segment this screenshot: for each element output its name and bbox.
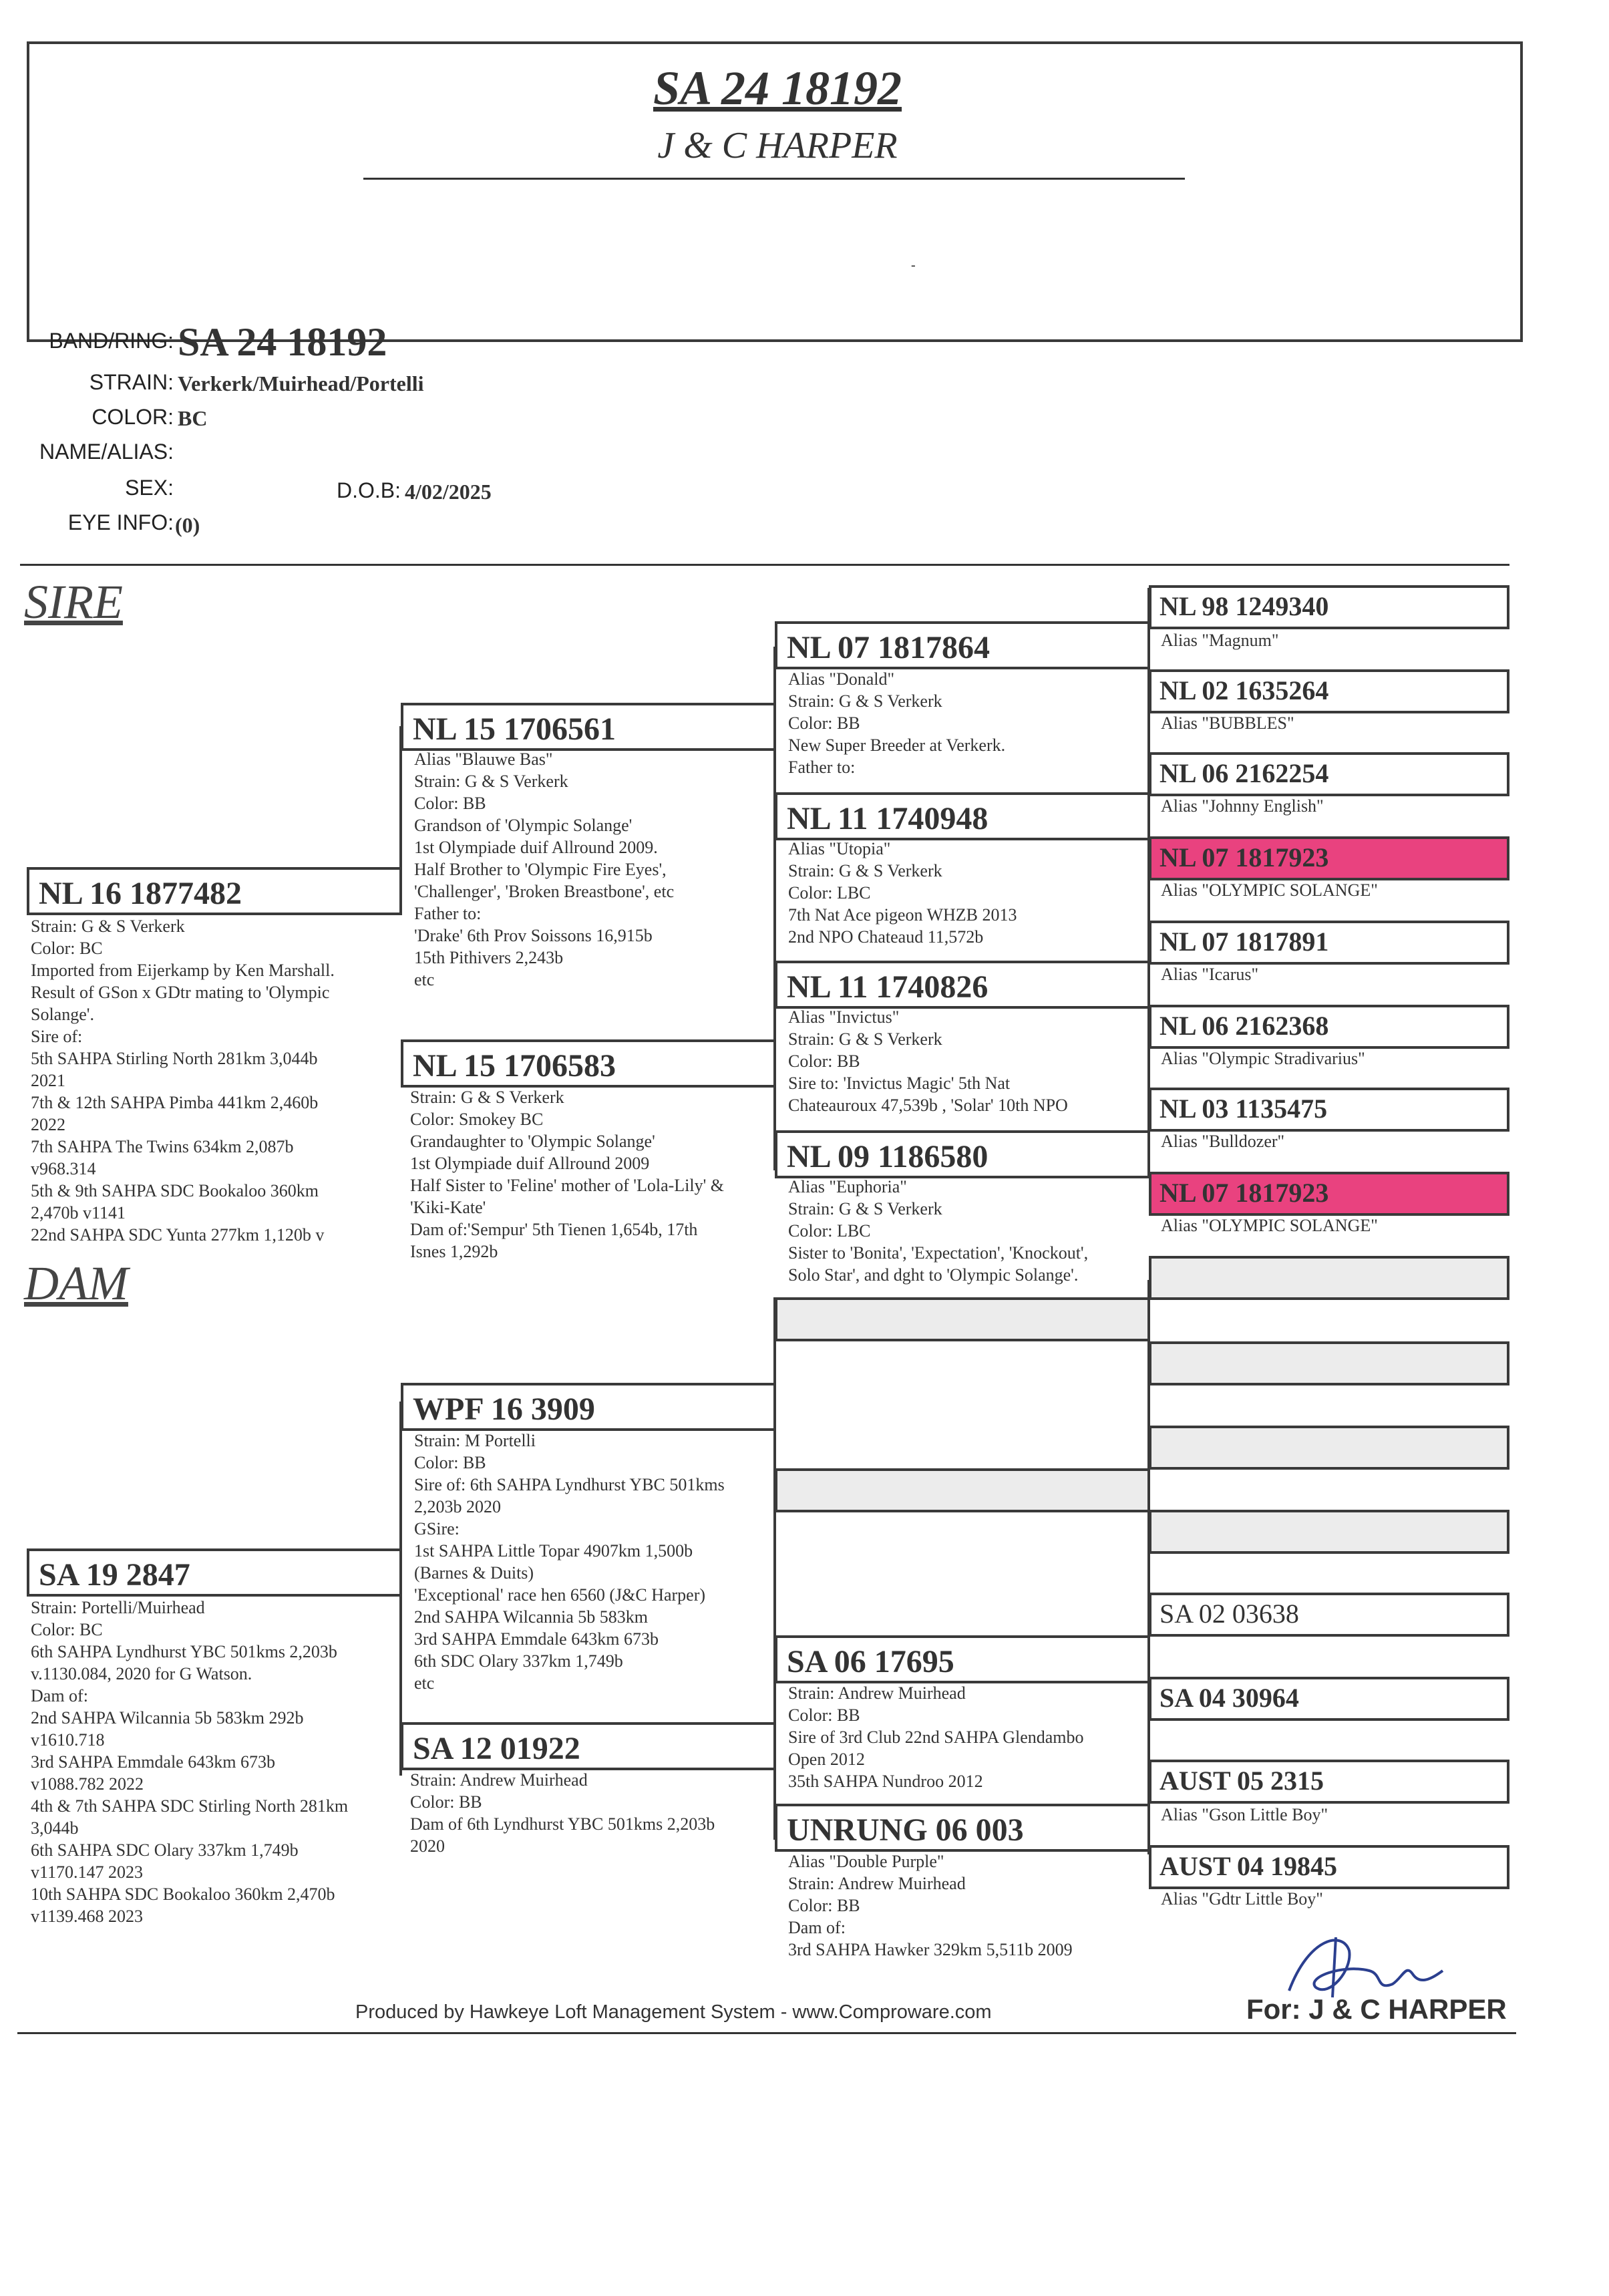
- header-mark: -: [911, 258, 916, 273]
- gen4-box-6: NL 06 2162368: [1149, 1005, 1509, 1049]
- color-label: COLOR:: [92, 405, 174, 429]
- sss-info: Alias "Donald" Strain: G & S Verkerk Color: BB New Super Breeder at Verkerk. Father to:: [788, 669, 1006, 777]
- gen4-alias-4: Alias "OLYMPIC SOLANGE": [1161, 880, 1378, 900]
- band-value: SA 24 18192: [178, 320, 387, 364]
- dds-info: Strain: Andrew Muirhead Color: BB Sire of 3rd Club 22nd SAHPA Glendambo Open 2012 35th SAHPA Nundroo 2012: [788, 1683, 1084, 1791]
- header-box: [27, 41, 1523, 342]
- gen4-dam-box-4: AUST 04 19845: [1149, 1845, 1509, 1889]
- gen4-alias-6: Alias "Olympic Stradivarius": [1161, 1049, 1365, 1068]
- dsd-empty-box: [775, 1468, 1150, 1512]
- ss-info: Alias "Blauwe Bas" Strain: G & S Verkerk Color: BB Grandson of 'Olympic Solange' 1st Olympiade duif Allround 2009. Half Brother to 'Olympic Fire Eyes', 'Challenger', 'Broken Breastbone', etc Father to: 'Drake' 6th Prov Soissons 16,915b 15th Pithivers 2,243b etc: [414, 750, 675, 989]
- dam-info: Strain: Portelli/Muirhead Color: BC 6th SAHPA Lyndhurst YBC 501kms 2,203b v.1130.084, 2020 for G Watson. Dam of: 2nd SAHPA Wilcannia 5b 583km 292b v1610.718 3rd SAHPA Emmdale 643km 673b v1088.782 2022 4th & 7th SAHPA SDC Stirling North 281km 3,044b 6th SAHPA SDC Olary 337km 1,749b v1170.147 2023 10th SAHPA SDC Bookaloo 360km 2,470b v1139.468 2023: [31, 1598, 349, 1926]
- sds-band-box: NL 11 1740826: [775, 961, 1150, 1009]
- name-label: NAME/ALIAS:: [39, 440, 174, 464]
- dss-empty-box: [775, 1297, 1150, 1341]
- ddd-band-box: UNRUNG 06 003: [775, 1804, 1150, 1852]
- gen4-empty-4: [1149, 1510, 1509, 1554]
- gen4-box-1: NL 98 1249340: [1149, 585, 1509, 629]
- header-owner: J & C HARPER: [657, 125, 898, 166]
- dob-value: 4/02/2025: [405, 480, 492, 504]
- dam-band-box: SA 19 2847: [27, 1548, 402, 1597]
- sss-band-box: NL 07 1817864: [775, 621, 1150, 669]
- eye-value: (0): [175, 513, 200, 537]
- gen4-alias-8: Alias "OLYMPIC SOLANGE": [1161, 1216, 1378, 1235]
- gen4-dam-box-1: SA 02 03638: [1149, 1593, 1509, 1637]
- dd-band-box: SA 12 01922: [401, 1722, 776, 1770]
- dob-label: D.O.B:: [336, 478, 401, 502]
- ds-info: Strain: M Portelli Color: BB Sire of: 6th SAHPA Lyndhurst YBC 501kms 2,203b 2020 GSire: 1st SAHPA Little Topar 4907km 1,500b (Barnes & Duits) 'Exceptional' race hen 6560 (J&C Harper) 2nd SAHPA Wilcannia 5b 583km 3rd SAHPA Emmdale 643km 673b 6th SDC Olary 337km 1,749b etc: [414, 1431, 725, 1693]
- gen4-box-4: NL 07 1817923: [1149, 836, 1509, 880]
- footer-produced: Produced by Hawkeye Loft Management System - www.Comproware.com: [355, 2001, 992, 2023]
- gen4-box-7: NL 03 1135475: [1149, 1088, 1509, 1132]
- strain-label: STRAIN:: [89, 370, 174, 394]
- sd-info: Strain: G & S Verkerk Color: Smokey BC Grandaughter to 'Olympic Solange' 1st Olympiade duif Allround 2009 Half Sister to 'Feline' mother of 'Lola-Lily' & 'Kiki-Kate' Dam of:'Sempur' 5th Tienen 1,654b, 17th Isnes 1,292b: [410, 1088, 725, 1261]
- ds-band-box: WPF 16 3909: [401, 1383, 776, 1431]
- dd-info: Strain: Andrew Muirhead Color: BB Dam of 6th Lyndhurst YBC 501kms 2,203b 2020: [410, 1770, 715, 1856]
- footer-for: For: J & C HARPER: [1246, 1993, 1507, 2025]
- gen4-alias-2: Alias "BUBBLES": [1161, 713, 1294, 733]
- sdd-info: Alias "Euphoria" Strain: G & S Verkerk Color: LBC Sister to 'Bonita', 'Expectation', 'Knockout', Solo Star', and dght to 'Olympic Solange'.: [788, 1177, 1089, 1285]
- gen4-box-8: NL 07 1817923: [1149, 1172, 1509, 1216]
- sds-info: Alias "Invictus" Strain: G & S Verkerk Color: BB Sire to: 'Invictus Magic' 5th Nat Chateauroux 47,539b , 'Solar' 10th NPO: [788, 1007, 1068, 1115]
- gen4-alias-5: Alias "Icarus": [1161, 965, 1259, 984]
- gen4-box-3: NL 06 2162254: [1149, 752, 1509, 796]
- gen4-dam-alias-3: Alias "Gson Little Boy": [1161, 1805, 1328, 1824]
- ssd-info: Alias "Utopia" Strain: G & S Verkerk Color: LBC 7th Nat Ace pigeon WHZB 2013 2nd NPO Chateaud 11,572b: [788, 839, 1017, 947]
- ss-band-box: NL 15 1706561: [401, 703, 776, 751]
- dam-section-title: DAM: [24, 1257, 128, 1310]
- color-value: BC: [178, 406, 208, 430]
- header-divider: [363, 178, 1185, 180]
- gen4-empty-3: [1149, 1426, 1509, 1470]
- sdd-band-box: NL 09 1186580: [775, 1130, 1150, 1178]
- eye-label: EYE INFO:: [67, 510, 174, 534]
- sire-band-box: NL 16 1877482: [27, 867, 402, 915]
- gen4-dam-box-3: AUST 05 2315: [1149, 1760, 1509, 1804]
- gen4-box-5: NL 07 1817891: [1149, 921, 1509, 965]
- header-band: SA 24 18192: [653, 61, 902, 115]
- gen4-dam-alias-4: Alias "Gdtr Little Boy": [1161, 1889, 1323, 1909]
- sire-section-title: SIRE: [24, 575, 123, 629]
- dds-band-box: SA 06 17695: [775, 1635, 1150, 1683]
- gen4-alias-3: Alias "Johnny English": [1161, 796, 1324, 816]
- gen4-empty-1: [1149, 1256, 1509, 1300]
- ddd-info: Alias "Double Purple" Strain: Andrew Muirhead Color: BB Dam of: 3rd SAHPA Hawker 329km 5,511b 2009: [788, 1852, 1073, 1959]
- sex-label: SEX:: [125, 476, 174, 500]
- footer-divider: [17, 2032, 1516, 2034]
- details-divider: [20, 564, 1509, 566]
- sd-band-box: NL 15 1706583: [401, 1039, 776, 1088]
- band-label: BAND/RING:: [49, 329, 174, 353]
- gen4-alias-7: Alias "Bulldozer": [1161, 1132, 1285, 1151]
- gen4-alias-1: Alias "Magnum": [1161, 631, 1279, 650]
- gen4-dam-box-2: SA 04 30964: [1149, 1677, 1509, 1721]
- sire-info: Strain: G & S Verkerk Color: BC Imported from Eijerkamp by Ken Marshall. Result of GSon x GDtr mating to 'Olympic Solange'. Sire of: 5th SAHPA Stirling North 281km 3,044b 2021 7th & 12th SAHPA Pimba 441km 2,460b 2022 7th SAHPA The Twins 634km 2,087b v968.314 5th & 9th SAHPA SDC Bookaloo 360km 2,470b v1141 22nd SAHPA SDC Yunta 277km 1,120b v: [31, 917, 335, 1245]
- gen4-empty-2: [1149, 1341, 1509, 1385]
- gen4-box-2: NL 02 1635264: [1149, 669, 1509, 713]
- strain-value: Verkerk/Muirhead/Portelli: [178, 371, 424, 395]
- ssd-band-box: NL 11 1740948: [775, 792, 1150, 840]
